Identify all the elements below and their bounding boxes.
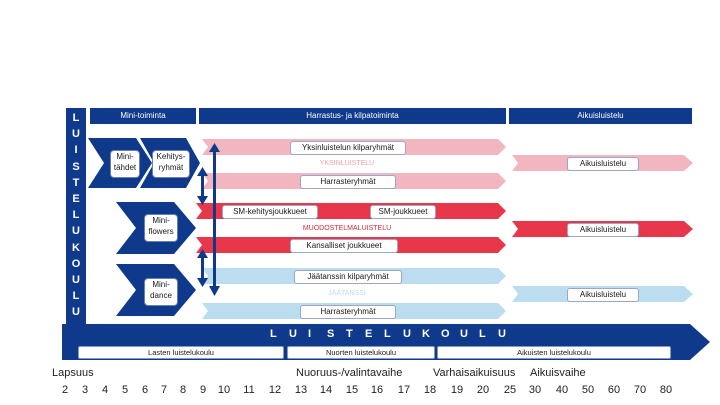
pill-jaatanssi-kilparyhmat: Jäätanssin kilparyhmät [294, 270, 402, 284]
age-label: 13 [294, 384, 308, 396]
age-label: 4 [101, 384, 109, 396]
bottom-title-letter: T [346, 328, 353, 340]
age-label: 15 [345, 384, 359, 396]
vertical-title-letter: L [72, 112, 80, 124]
age-label: 3 [81, 384, 89, 396]
label-miniflowers: Mini- flowers [144, 214, 178, 242]
age-label: 18 [423, 384, 437, 396]
category-muodostelmaluistelu: MUODOSTELMALUISTELU [302, 225, 392, 232]
label-minitahdet: Mini- tähdet [110, 150, 140, 178]
age-label: 19 [450, 384, 464, 396]
age-label: 60 [607, 384, 621, 396]
age-label: 20 [476, 384, 490, 396]
age-label: 5 [121, 384, 129, 396]
age-label: 40 [555, 384, 569, 396]
age-label: 9 [199, 384, 207, 396]
bottom-title-letter: K [422, 328, 430, 340]
vertical-title-letter: S [72, 160, 80, 173]
age-label: 16 [370, 384, 384, 396]
pill-yksin-kilparyhmat: Yksinluistelun kilparyhmät [290, 141, 406, 155]
age-label: 50 [581, 384, 595, 396]
bottom-title-letter: U [460, 328, 468, 340]
age-label: 7 [160, 384, 168, 396]
age-label: 2 [61, 384, 69, 396]
vertical-title-letter: T [72, 176, 80, 189]
vertical-title-letter: U [72, 274, 80, 286]
age-label: 17 [397, 384, 411, 396]
vertical-title-letter: K [72, 241, 80, 254]
vertical-title-letter: I [74, 144, 78, 157]
bottom-title-letter: L [270, 328, 277, 340]
stage-lapsuus: Lapsuus [52, 367, 94, 379]
bottom-title-letter: U [403, 328, 411, 340]
category-yksinluistelu: YKSINLUISTELU [319, 160, 375, 167]
age-label: 8 [179, 384, 187, 396]
pill-jaatanssi-harrasteryhmat: Harrasteryhmät [300, 305, 396, 319]
age-label: 25 [503, 384, 517, 396]
header-aikuisluistelu: Aikuisluistelu [509, 108, 692, 124]
bottom-title-letter: L [479, 328, 486, 340]
header-mini-toiminta: Mini-toiminta [90, 108, 196, 124]
vertical-title-letter: O [71, 257, 81, 270]
vertical-title-letter: U [72, 306, 80, 319]
header-harrastus-kilpatoiminta: Harrastus- ja kilpatoiminta [199, 108, 506, 124]
stage-varhaisaikuisuus: Varhaisaikuisuus [433, 367, 516, 379]
age-label: 11 [243, 384, 255, 396]
vertical-title-letter: E [72, 193, 80, 205]
vertical-title-letter: L [72, 290, 80, 303]
age-label: 14 [319, 384, 333, 396]
stage-nuoruus: Nuoruus-/valintavaihe [296, 367, 403, 379]
bottom-title-letter: O [441, 328, 450, 340]
pill-sm-joukkueet: SM-joukkueet [370, 205, 436, 219]
bottom-title-letter: L [384, 328, 391, 340]
vertical-title-letter: U [72, 128, 80, 141]
vertical-title-letter: U [72, 225, 80, 238]
bottom-title-letter: E [365, 328, 373, 340]
pill-jaatanssi-aikuisluistelu: Aikuisluistelu [567, 288, 639, 302]
pill-yksin-harrasteryhmat: Harrasteryhmät [300, 175, 396, 189]
pill-yksin-aikuisluistelu: Aikuisluistelu [567, 157, 639, 171]
bottom-title-letter: I [308, 328, 312, 340]
stage-aikuisvaihe: Aikuisvaihe [530, 367, 586, 379]
pill-sm-kehitysjoukkueet: SM-kehitysjoukkueet [222, 205, 318, 219]
pill-kansalliset-joukkueet: Kansalliset joukkueet [290, 239, 398, 253]
age-label: 10 [217, 384, 231, 396]
bottom-title-letter: U [289, 328, 297, 340]
label-minidance: Mini- dance [144, 278, 178, 306]
age-label: 12 [268, 384, 282, 396]
age-label: 6 [141, 384, 149, 396]
age-label: 30 [528, 384, 542, 396]
age-label: 70 [633, 384, 647, 396]
category-jaatanssi: JÄÄTANSSI [328, 290, 366, 297]
label-kehitysryhmat: Kehitys- ryhmät [152, 150, 190, 178]
school-nuorten: Nuorten luistelukoulu [287, 346, 435, 359]
pill-muodostelma-aikuisluistelu: Aikuisluistelu [567, 223, 639, 237]
age-label: 80 [659, 384, 673, 396]
vertical-title-letter: L [72, 209, 80, 222]
school-aikuisten: Aikuisten luistelukoulu [437, 346, 671, 359]
school-lasten: Lasten luistelukoulu [78, 346, 284, 359]
bottom-title-letter: S [327, 328, 335, 340]
bottom-title-letter: U [498, 328, 506, 340]
